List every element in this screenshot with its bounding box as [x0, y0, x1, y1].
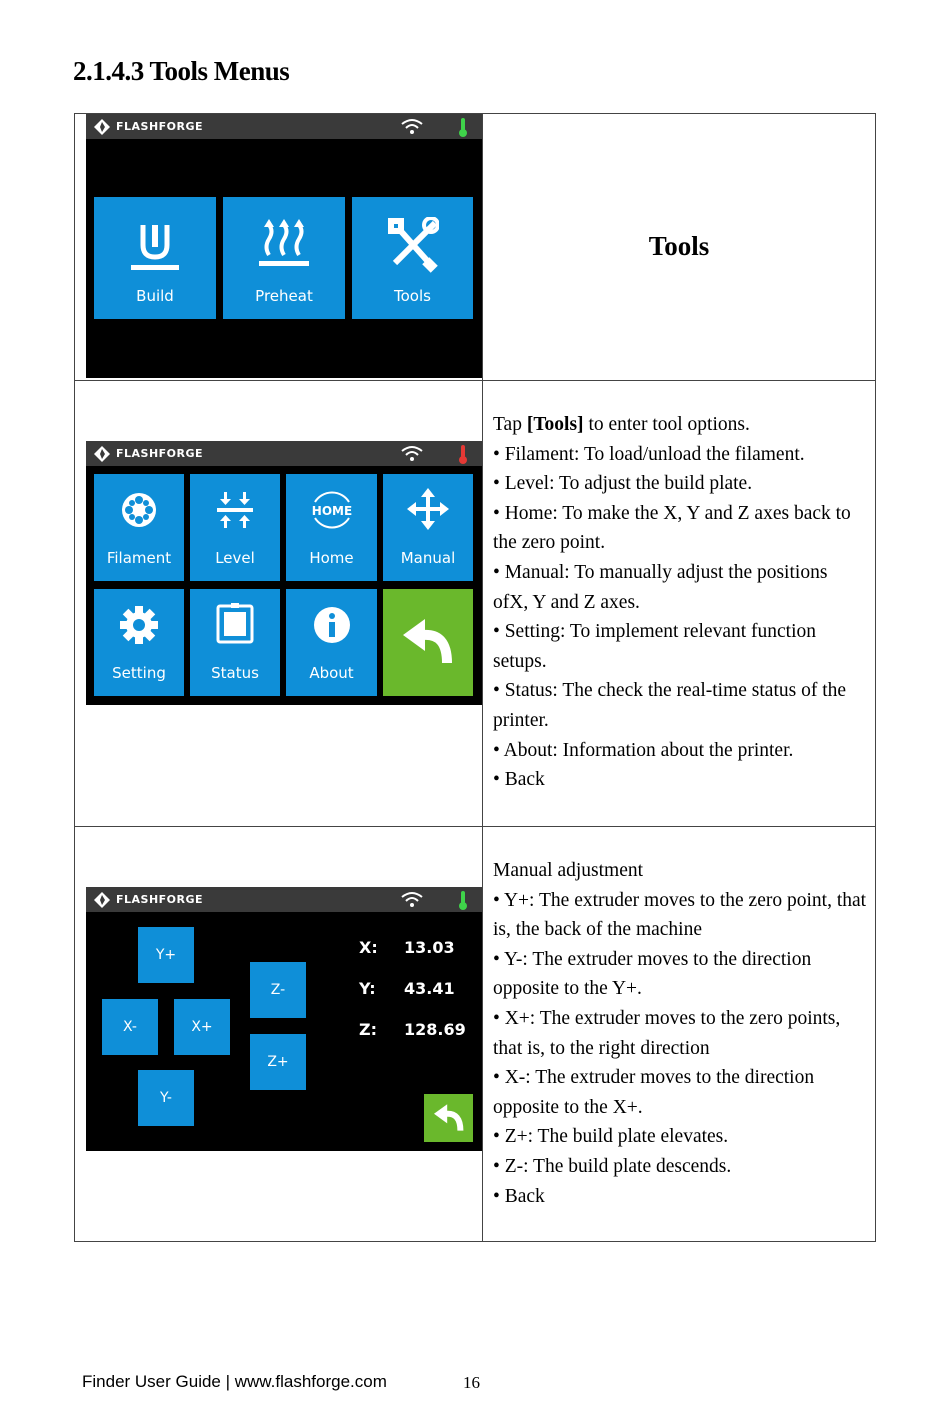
y-minus-button[interactable]: Y- [138, 1070, 194, 1126]
screen-cell [75, 827, 483, 1242]
preheat-label: Preheat [255, 287, 313, 305]
list-item: • Home: To make the X, Y and Z axes back to the zero point. [493, 502, 851, 554]
z-value: 128.69 [404, 1020, 466, 1039]
level-label: Level [215, 549, 255, 567]
list-item: • Back [493, 769, 545, 791]
status-icon [215, 603, 255, 645]
y-plus-button[interactable]: Y+ [138, 927, 194, 983]
list-item: • Y+: The extruder moves to the zero point, that is, the back of the machine [493, 889, 867, 941]
footer-text: Finder User Guide | www.flashforge.com [82, 1372, 387, 1391]
list-item: • Back [493, 1185, 545, 1207]
y-axis-label: Y: [359, 979, 376, 998]
brand-logo [94, 891, 203, 908]
table-row [75, 381, 876, 827]
status-label: Status [211, 664, 259, 682]
list-item: • Z+: The build plate elevates. [493, 1126, 729, 1148]
tools-title: Tools [648, 231, 710, 261]
setting-label: Setting [112, 664, 166, 682]
setting-tile[interactable] [94, 589, 184, 696]
tools-icon [387, 217, 439, 273]
manual-description [493, 856, 867, 1211]
x-value: 13.03 [404, 938, 455, 957]
build-icon [131, 219, 179, 271]
section-heading: 2.1.4.3 Tools Menus [73, 56, 290, 86]
filament-label: Filament [106, 549, 172, 567]
x-minus-button[interactable]: X- [102, 999, 158, 1055]
screen-cell [75, 381, 483, 827]
x-plus-button[interactable]: X+ [174, 999, 230, 1055]
list-item: • Status: The check the real-time status of the printer. [493, 680, 847, 731]
description-cell [483, 381, 876, 827]
brand-name: FLASHFORGE [116, 893, 204, 906]
table-row [75, 827, 876, 1242]
title-cell [483, 114, 876, 381]
tools-menu-table [74, 113, 876, 1242]
description-cell [483, 827, 876, 1242]
home-label: Home [309, 549, 354, 567]
build-label: Build [136, 287, 174, 305]
filament-icon [119, 490, 159, 530]
list-item: • X+: The extruder moves to the zero points, that is, to the right direction [493, 1007, 841, 1059]
manual-tile[interactable] [383, 474, 473, 581]
manual-label: Manual [400, 549, 456, 567]
status-bar [86, 114, 482, 139]
status-bar [86, 887, 482, 912]
flashforge-logo-icon [94, 892, 110, 908]
flashforge-logo-icon [94, 446, 110, 462]
table-row [75, 114, 876, 381]
list-item: • Z-: The build plate descends. [493, 1155, 732, 1177]
list-item: • About: Information about the printer. [493, 739, 794, 761]
filament-tile[interactable] [94, 474, 184, 581]
back-tile[interactable] [383, 589, 473, 696]
tools-description [493, 410, 867, 795]
preheat-icon [259, 219, 309, 271]
gear-icon [119, 605, 159, 645]
intro-line: Manual adjustment [493, 860, 644, 881]
thermometer-icon [458, 117, 468, 137]
tools-tile[interactable] [352, 197, 473, 319]
about-label: About [309, 664, 354, 682]
brand-name: FLASHFORGE [116, 447, 204, 460]
printer-screen-manual [86, 887, 482, 1151]
x-axis-label: X: [359, 938, 378, 957]
z-minus-button[interactable]: Z- [250, 962, 306, 1018]
home-icon [309, 488, 355, 532]
y-value: 43.41 [404, 979, 455, 998]
screen-cell [75, 114, 483, 381]
level-icon [215, 490, 255, 530]
brand-logo [94, 445, 203, 462]
status-bar [86, 441, 482, 466]
list-item: • Setting: To implement relevant function setups. [493, 621, 816, 672]
wifi-icon [400, 890, 424, 908]
z-plus-button[interactable]: Z+ [250, 1034, 306, 1090]
svg-text:HOME: HOME [311, 504, 352, 518]
level-tile[interactable] [190, 474, 280, 581]
back-button[interactable] [424, 1094, 473, 1142]
info-icon [312, 605, 352, 645]
back-arrow-icon [434, 1104, 464, 1132]
z-axis-label: Z: [359, 1020, 377, 1039]
list-item: • Y-: The extruder moves to the direction opposite to the Y+. [493, 948, 812, 1000]
printer-screen-main [86, 114, 482, 378]
list-item: • X-: The extruder moves to the direction opposite to the X+. [493, 1067, 815, 1118]
home-tile[interactable] [286, 474, 377, 581]
list-item: • Level: To adjust the build plate. [493, 473, 753, 495]
about-tile[interactable] [286, 589, 377, 696]
list-item: • Manual: To manually adjust the positions ofX, Y and Z axes. [493, 561, 828, 613]
thermometer-icon [458, 444, 468, 464]
intro-line: Tap [Tools] to enter tool options. [493, 414, 750, 435]
back-arrow-icon [403, 619, 453, 665]
printer-screen-tools [86, 441, 482, 705]
preheat-tile[interactable] [223, 197, 345, 319]
page-number: 16 [463, 1373, 480, 1392]
thermometer-icon [458, 890, 468, 910]
move-arrows-icon [407, 488, 449, 530]
brand-logo [94, 118, 203, 135]
tools-label: Tools [394, 287, 431, 305]
flashforge-logo-icon [94, 119, 110, 135]
status-tile[interactable] [190, 589, 280, 696]
build-tile[interactable] [94, 197, 216, 319]
list-item: • Filament: To load/unload the filament. [493, 443, 805, 465]
brand-name: FLASHFORGE [116, 120, 204, 133]
wifi-icon [400, 444, 424, 462]
wifi-icon [400, 117, 424, 135]
